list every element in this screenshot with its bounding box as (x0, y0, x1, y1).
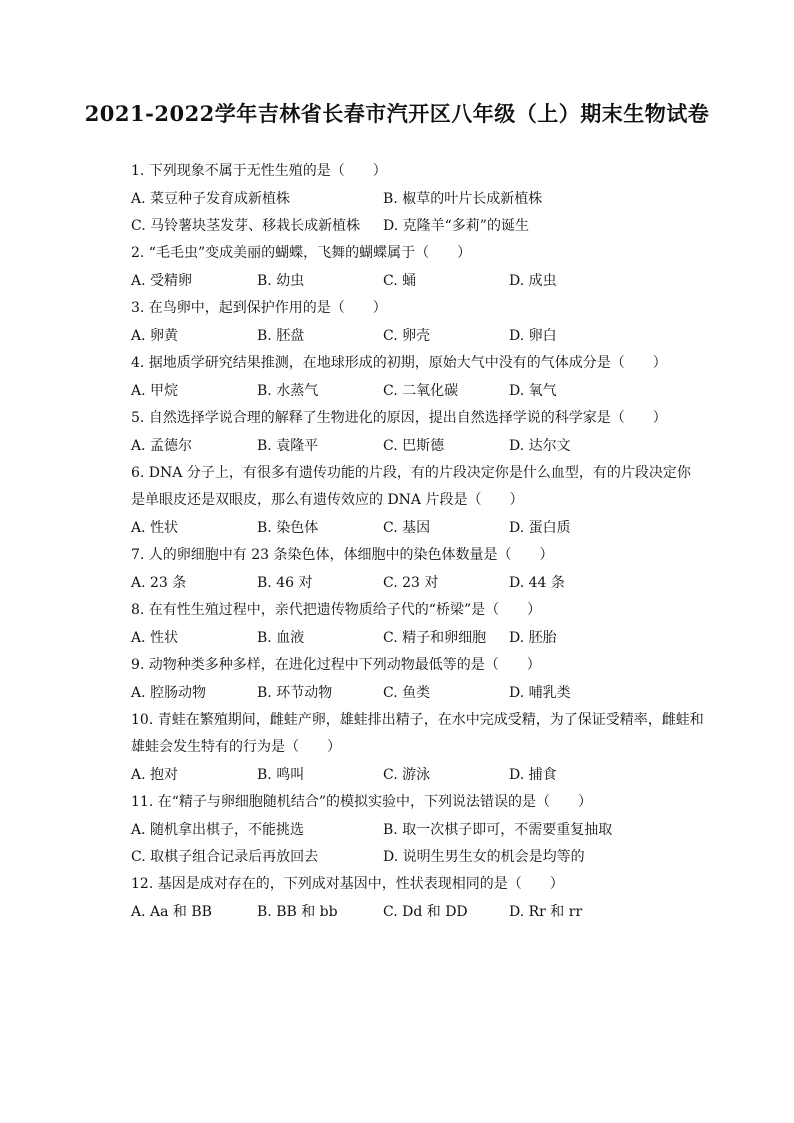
question-10-stem-line-2: 雄蛙会发生特有的行为是（ ） (131, 739, 341, 755)
question-8-option-b: B. 血液 (257, 630, 305, 646)
question-3-option-c: C. 卵壳 (383, 328, 431, 344)
question-6-option-b: B. 染色体 (257, 520, 319, 536)
question-11-option-a: A. 随机拿出棋子，不能挑选 (131, 822, 305, 838)
question-10-option-c: C. 游泳 (383, 767, 431, 783)
question-7-option-b: B. 46 对 (257, 575, 313, 591)
question-1-stem: 1. 下列现象不属于无性生殖的是（ ） (131, 163, 387, 179)
question-11-stem: 11. 在“精子与卵细胞随机结合”的模拟实验中，下列说法错误的是（ ） (131, 794, 593, 810)
question-8-option-d: D. 胚胎 (509, 630, 557, 646)
question-4-option-a: A. 甲烷 (131, 383, 179, 399)
question-2-option-b: B. 幼虫 (257, 273, 305, 289)
question-6-option-c: C. 基因 (383, 520, 431, 536)
question-8-stem: 8. 在有性生殖过程中，亲代把遗传物质给子代的“桥梁”是（ ） (131, 602, 542, 618)
question-10-stem-line-1: 10. 青蛙在繁殖期间，雌蛙产卵，雄蛙排出精子，在水中完成受精，为了保证受精率，雌蛙和 (131, 712, 704, 728)
question-1-option-b: B. 椒草的叶片长成新植株 (383, 191, 543, 207)
question-12-option-a: A. Aa 和 BB (131, 904, 212, 920)
question-12-option-d: D. Rr 和 rr (509, 904, 583, 920)
question-11-option-b: B. 取一次棋子即可，不需要重复抽取 (383, 822, 613, 838)
question-10-option-d: D. 捕食 (509, 767, 557, 783)
question-6-stem-line-1: 6. DNA 分子上，有很多有遗传功能的片段，有的片段决定你是什么血型，有的片段决定你 (131, 465, 691, 481)
question-7-stem: 7. 人的卵细胞中有 23 条染色体，体细胞中的染色体数量是（ ） (131, 547, 554, 563)
question-7-option-c: C. 23 对 (383, 575, 439, 591)
question-5-option-d: D. 达尔文 (509, 438, 571, 454)
question-12-option-c: C. Dd 和 DD (383, 904, 468, 920)
question-2-stem: 2. “毛毛虫”变成美丽的蝴蝶，飞舞的蝴蝶属于（ ） (131, 245, 472, 261)
question-2-option-d: D. 成虫 (509, 273, 557, 289)
question-7-option-d: D. 44 条 (509, 575, 565, 591)
question-6-stem-line-2: 是单眼皮还是双眼皮，那么有遗传效应的 DNA 片段是（ ） (131, 492, 524, 508)
question-9-option-c: C. 鱼类 (383, 685, 431, 701)
question-3-option-b: B. 胚盘 (257, 328, 305, 344)
question-1-option-c: C. 马铃薯块茎发芽、移栽长成新植株 (131, 218, 361, 234)
question-7-option-a: A. 23 条 (131, 575, 187, 591)
question-5-option-b: B. 袁隆平 (257, 438, 319, 454)
question-6-option-a: A. 性状 (131, 520, 179, 536)
question-9-option-a: A. 腔肠动物 (131, 685, 207, 701)
question-9-option-d: D. 哺乳类 (509, 685, 571, 701)
question-11-option-d: D. 说明生男生女的机会是均等的 (383, 849, 585, 865)
question-12-stem: 12. 基因是成对存在的，下列成对基因中，性状表现相同的是（ ） (131, 876, 564, 892)
page-title: 2021-2022学年吉林省长春市汽开区八年级（上）期末生物试卷 (84, 101, 710, 126)
question-3-stem: 3. 在鸟卵中，起到保护作用的是（ ） (131, 300, 387, 316)
question-5-option-a: A. 孟德尔 (131, 438, 193, 454)
question-11-option-c: C. 取棋子组合记录后再放回去 (131, 849, 319, 865)
question-3-option-d: D. 卵白 (509, 328, 557, 344)
question-12-option-b: B. BB 和 bb (257, 904, 338, 920)
question-8-option-c: C. 精子和卵细胞 (383, 630, 487, 646)
question-4-option-b: B. 水蒸气 (257, 383, 319, 399)
question-6-option-d: D. 蛋白质 (509, 520, 571, 536)
question-9-stem: 9. 动物种类多种多样，在进化过程中下列动物最低等的是（ ） (131, 657, 541, 673)
question-1-option-d: D. 克隆羊“多莉”的诞生 (383, 218, 529, 234)
question-4-option-c: C. 二氧化碳 (383, 383, 459, 399)
question-8-option-a: A. 性状 (131, 630, 179, 646)
question-2-option-a: A. 受精卵 (131, 273, 193, 289)
question-9-option-b: B. 环节动物 (257, 685, 333, 701)
question-2-option-c: C. 蛹 (383, 273, 417, 289)
question-10-option-b: B. 鸣叫 (257, 767, 305, 783)
question-5-option-c: C. 巴斯德 (383, 438, 445, 454)
question-5-stem: 5. 自然选择学说合理的解释了生物进化的原因，提出自然选择学说的科学家是（ ） (131, 410, 667, 426)
question-4-option-d: D. 氧气 (509, 383, 557, 399)
question-4-stem: 4. 据地质学研究结果推测，在地球形成的初期，原始大气中没有的气体成分是（ ） (131, 355, 667, 371)
question-10-option-a: A. 抱对 (131, 767, 179, 783)
question-1-option-a: A. 菜豆种子发育成新植株 (131, 191, 291, 207)
question-3-option-a: A. 卵黄 (131, 328, 179, 344)
